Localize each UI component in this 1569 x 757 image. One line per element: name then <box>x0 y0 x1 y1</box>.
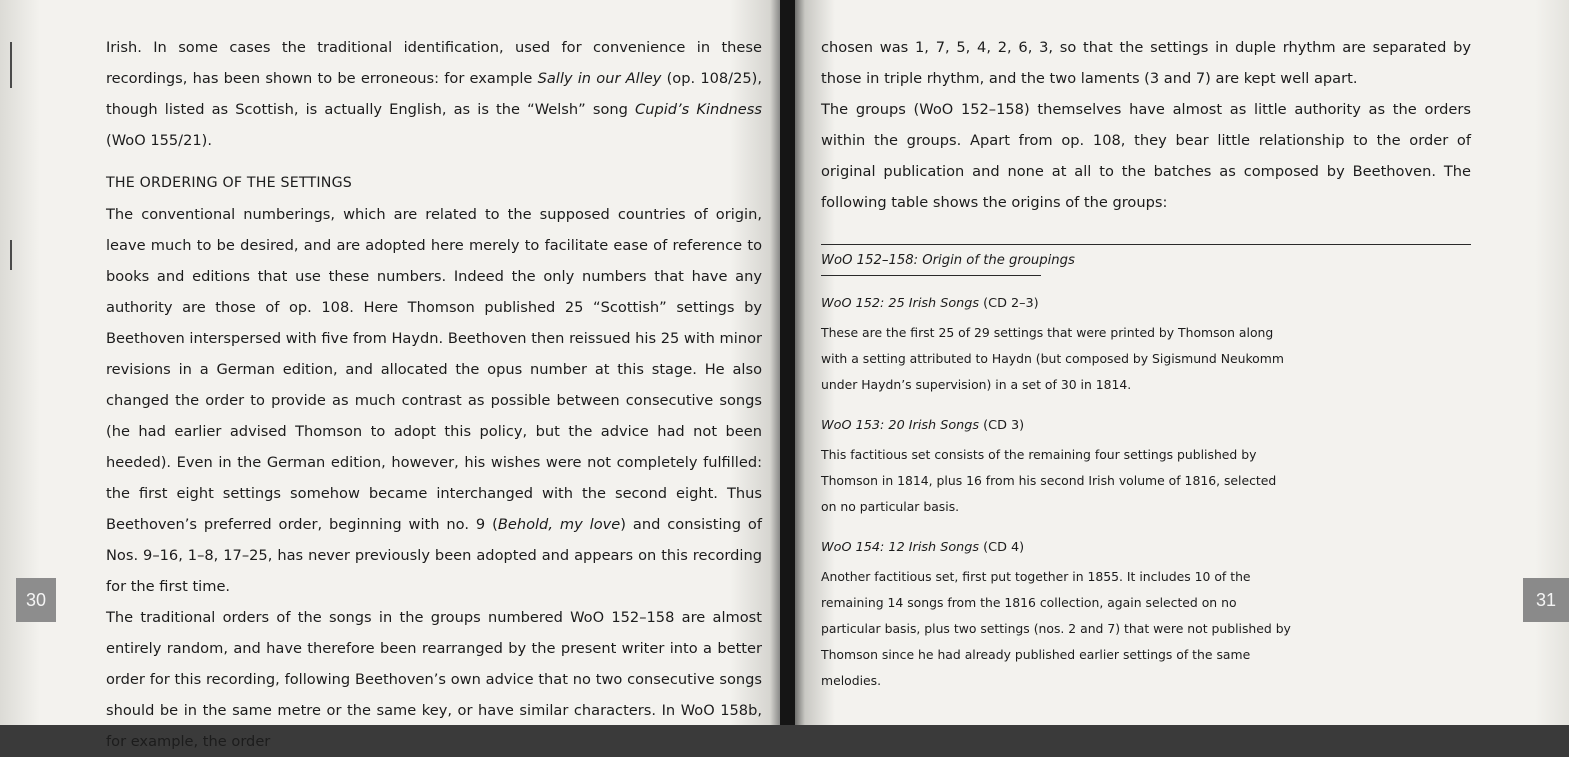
left-page <box>0 0 780 750</box>
right-text-block <box>821 32 1471 694</box>
right-paragraph-1 <box>821 32 1471 94</box>
left-paragraph-3 <box>106 602 762 757</box>
right-page <box>795 0 1569 725</box>
left-paragraph-2 <box>106 199 762 602</box>
entry-title <box>821 416 1471 436</box>
italic-title: Cupid’s Kindness <box>635 101 762 118</box>
text-run: (CD 3) <box>979 418 1025 433</box>
entry-title <box>821 538 1471 558</box>
entry-description: These are the first 25 of 29 settings that were printed by Thomson along with a setting attributed to Haydn (but composed by Sigismund Neukomm under Haydn’s supervision) in a set of 30 in 1814. <box>821 325 1284 392</box>
text-run: The groups (WoO 152–158) themselves have almost as little authority as the orders within the groups. Apart from op. 108, they bear little relationship to the order of original publication and none at all to the batches as composed by Beethoven. The following table shows the origins of the groups: <box>821 101 1471 211</box>
page-edge-mark <box>10 240 12 270</box>
page-number-right: 31 <box>1523 578 1569 622</box>
text-run: The conventional numberings, which are related to the supposed countries of origin, leave much to be desired, and are adopted here merely to facilitate ease of reference to books and editions that use these numbers. Indeed the only numbers that have any authority are those of op. 108. Here Thomson published 25 “Scottish” settings by Beethoven interspersed with five from Haydn. Beethoven then reissued his 25 with minor revisions in a German edition, and allocated the opus number at this stage. He also changed the order to provide as much contrast as possible between consecutive songs (he had earlier advised Thomson to adopt this policy, but the advice had not been heeded). Even in the German edition, however, his wishes were not completely fulfilled: the first eight settings somehow became interchanged with the second eight. Thus Beethoven’s preferred order, beginning with no. 9 ( <box>106 206 762 533</box>
italic-title: Sally in our Alley <box>537 70 662 87</box>
entry-description: This factitious set consists of the remaining four settings published by Thomson in 1814, plus 16 from his second Irish volume of 1816, selected on no particular basis. <box>821 447 1277 514</box>
page-edge-mark <box>10 42 12 88</box>
book-gutter <box>780 0 795 725</box>
entry-description: Another factitious set, first put together in 1855. It includes 10 of the remaining 14 songs from the 1816 collection, again selected on no particular basis, plus two settings (nos. 2 and 7) that were not published by Thomson since he had already published earlier settings of the same melodies. <box>821 569 1291 688</box>
italic-title: WoO 152: 25 Irish Songs <box>821 296 980 311</box>
text-run: (WoO 155/21). <box>106 132 212 149</box>
table-rule-caption <box>821 275 1041 276</box>
text-run: chosen was 1, 7, 5, 4, 2, 6, 3, so that the settings in duple rhythm are separated by those in triple rhythm, and the two laments (3 and 7) are kept well apart. <box>821 39 1471 87</box>
page-number-left: 30 <box>16 578 56 622</box>
italic-title: WoO 153: 20 Irish Songs <box>821 418 980 433</box>
text-run: Irish. In some cases the traditional identification, used for convenience in these recordings, has been shown to be erroneous: for example <box>106 39 762 87</box>
entry-title <box>821 294 1471 314</box>
text-run: The traditional orders of the songs in the groups numbered WoO 152–158 are almost entirely random, and have therefore been rearranged by the present writer into a better order for this recording, following Beethoven’s own advice that no two consecutive songs should be in the same metre or the same key, or have similar characters. In WoO 158b, for example, the order <box>106 609 762 750</box>
italic-title: WoO 154: 12 Irish Songs <box>821 540 980 555</box>
section-heading: THE ORDERING OF THE SETTINGS <box>106 175 352 191</box>
text-run: (op. 108/25), though listed as Scottish, is actually English, as is the “Welsh” song <box>106 70 762 118</box>
italic-title: Behold, my love <box>497 516 621 533</box>
left-paragraph-1 <box>106 32 762 156</box>
table-caption: WoO 152–158: Origin of the groupings <box>821 253 1075 268</box>
text-run: (CD 4) <box>979 540 1025 555</box>
right-paragraph-2 <box>821 94 1471 218</box>
text-run: (CD 2–3) <box>979 296 1039 311</box>
text-run: ) and consisting of Nos. 9–16, 1–8, 17–25, has never previously been adopted and appears on this recording for the first time. <box>106 516 763 595</box>
table-rule-top <box>821 244 1471 245</box>
groupings-table <box>821 294 1471 694</box>
left-text-block <box>106 32 762 757</box>
